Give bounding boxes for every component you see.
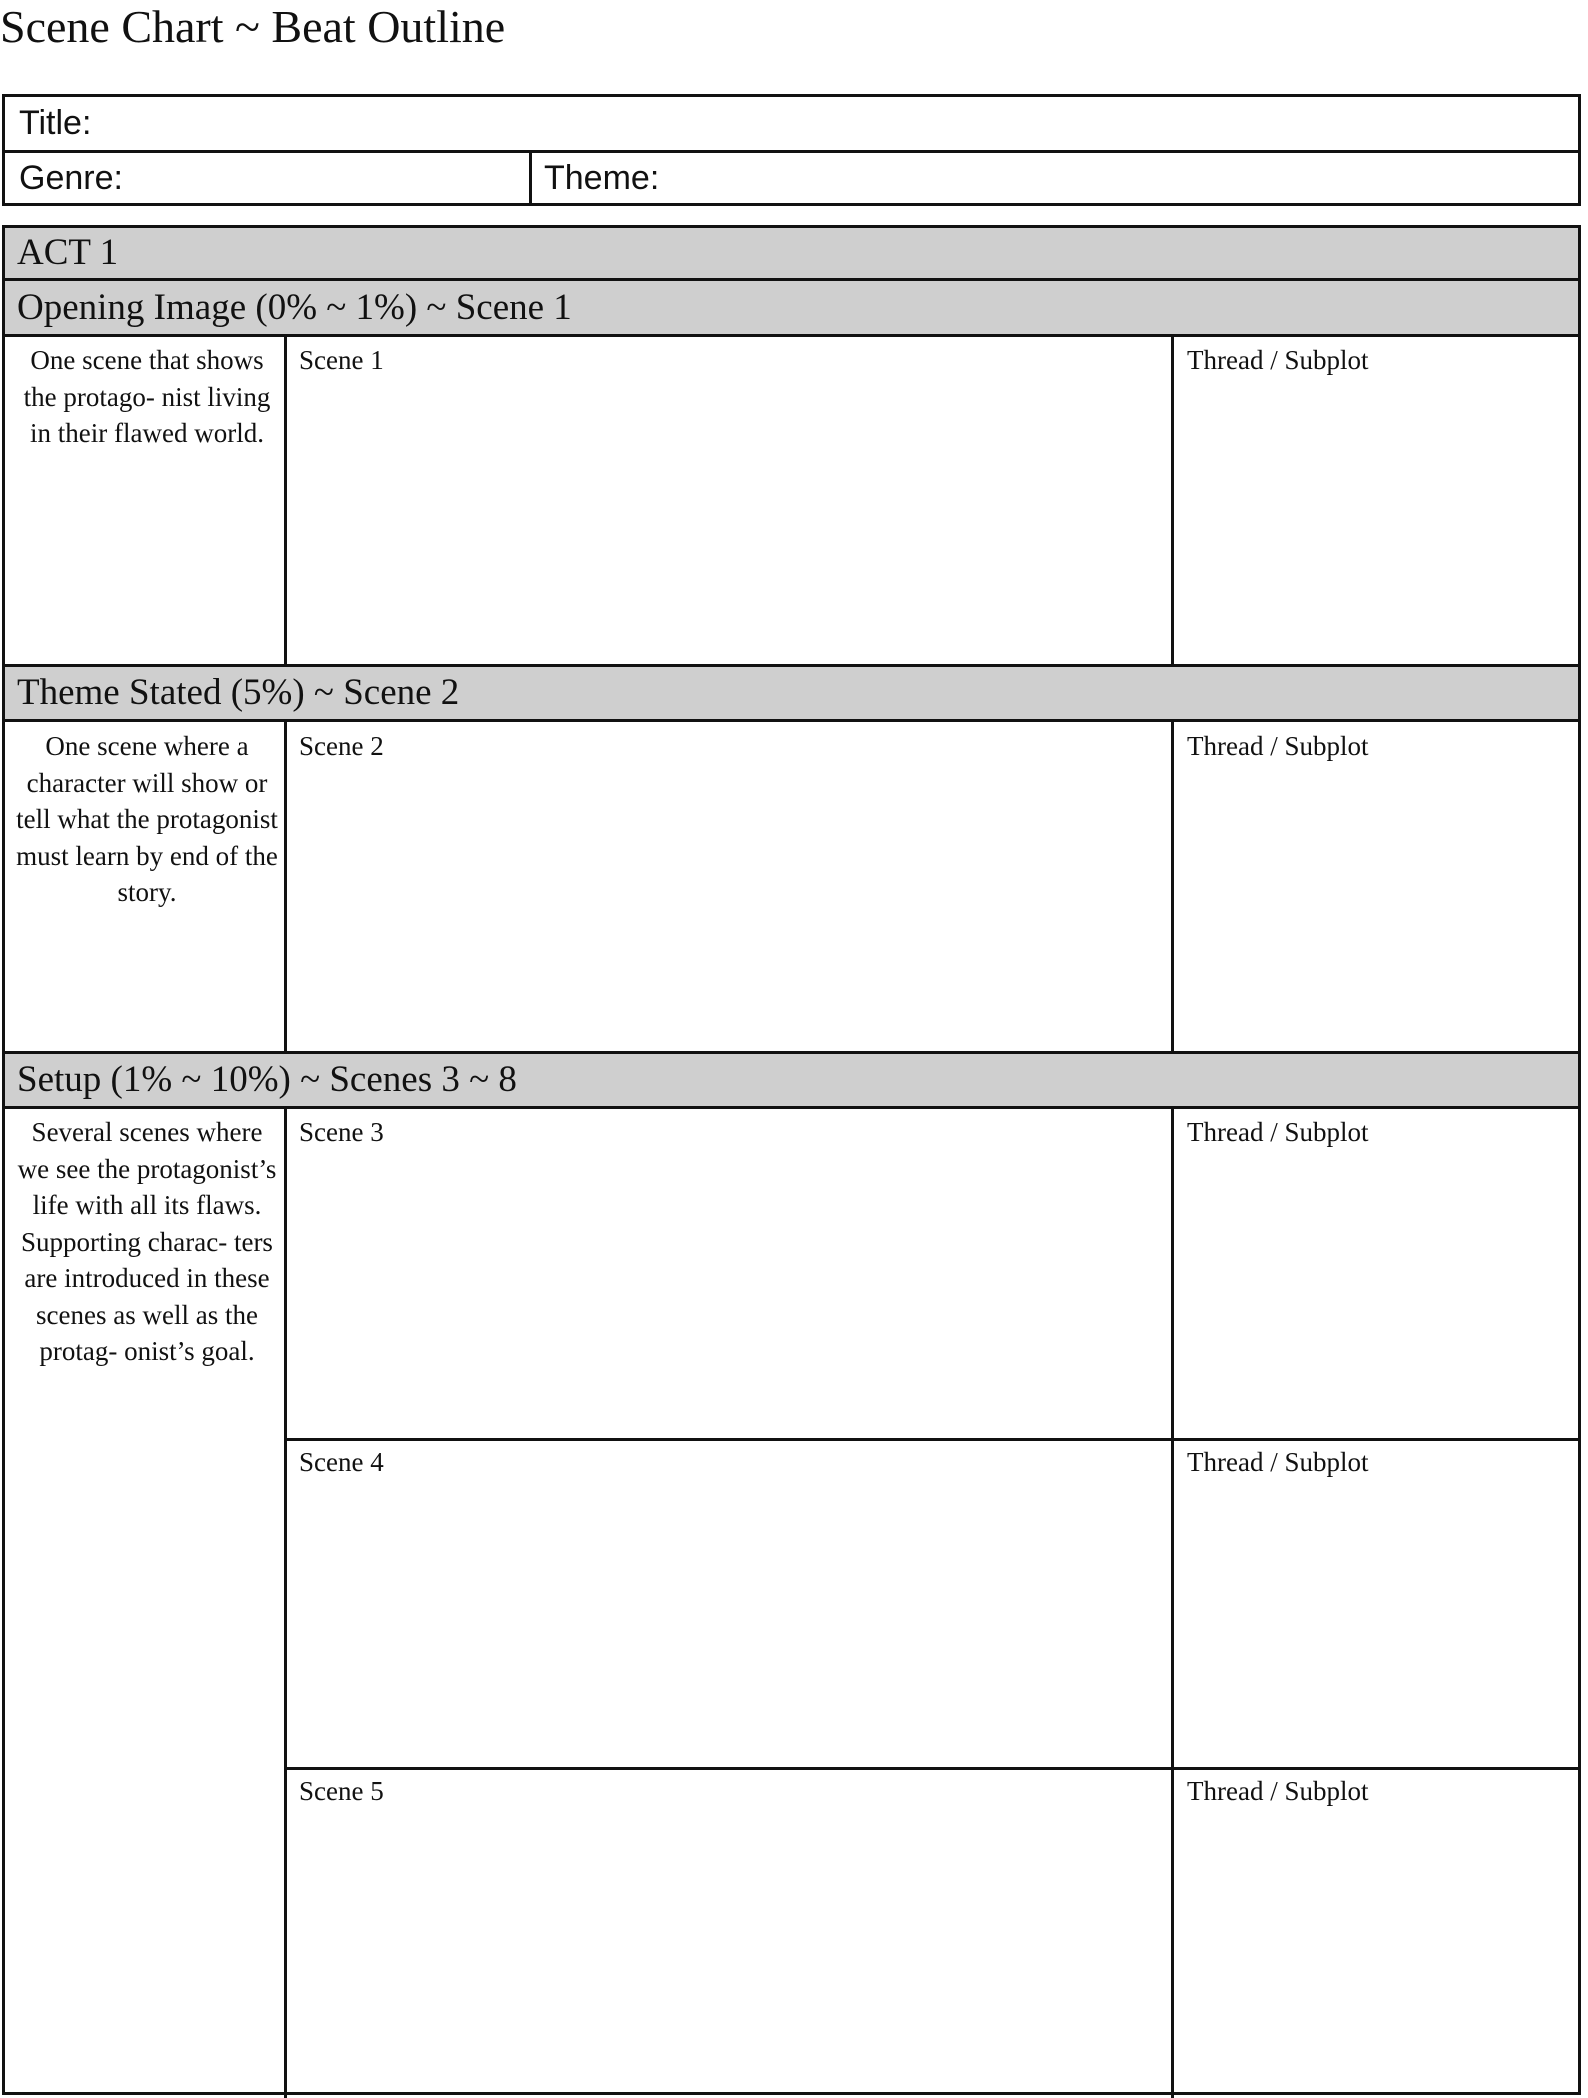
scene-3-thread-cell[interactable]: Thread / Subplot [1187, 1117, 1369, 1147]
beat-description-setup: Several scenes where we see the protagonist’s life with all its flaws. Supporting charac- ters are introduced in these scenes as well as the protag- onist’s goal. [17, 1117, 277, 1366]
scene-2-thread-cell[interactable]: Thread / Subplot [1187, 731, 1369, 761]
scene-4-cell[interactable]: Scene 4 [299, 1447, 384, 1477]
beat-heading-theme-stated: Theme Stated (5%) ~ Scene 2 [5, 664, 1578, 722]
genre-label: Genre: [19, 158, 123, 197]
genre-field[interactable] [5, 153, 532, 203]
title-label: Title: [19, 104, 92, 142]
beat-heading-opening-image: Opening Image (0% ~ 1%) ~ Scene 1 [5, 281, 1578, 337]
scene-4-thread-cell[interactable]: Thread / Subplot [1187, 1447, 1369, 1477]
theme-label: Theme: [544, 158, 660, 197]
scene-2-cell[interactable]: Scene 2 [299, 731, 384, 761]
column-divider [1171, 722, 1174, 1051]
column-divider [1171, 337, 1174, 664]
column-divider [284, 337, 287, 664]
title-field[interactable] [5, 97, 1578, 153]
story-info-table [2, 94, 1581, 206]
column-divider [1171, 1109, 1174, 2098]
scene-5-cell[interactable]: Scene 5 [299, 1776, 384, 1806]
column-divider [284, 722, 287, 1051]
scene-1-cell[interactable]: Scene 1 [299, 345, 384, 375]
beat-heading-setup: Setup (1% ~ 10%) ~ Scenes 3 ~ 8 [5, 1051, 1578, 1109]
scene-3-cell[interactable]: Scene 3 [299, 1117, 384, 1147]
row-divider [284, 1438, 1578, 1441]
page-title: Scene Chart ~ Beat Outline [0, 1, 506, 52]
column-divider [284, 1109, 287, 2098]
beat-outline-chart [2, 225, 1581, 2095]
scene-1-thread-cell[interactable]: Thread / Subplot [1187, 345, 1369, 375]
act-heading: ACT 1 [5, 228, 1578, 281]
genre-theme-row [5, 153, 1578, 203]
beat-description-theme-stated: One scene where a character will show or tell what the protagonist must learn by end of the story. [16, 731, 278, 907]
theme-field[interactable] [532, 153, 1578, 203]
beat-description-opening-image: One scene that shows the protago- nist living in their flawed world. [23, 345, 271, 448]
scene-5-thread-cell[interactable]: Thread / Subplot [1187, 1776, 1369, 1806]
row-divider [284, 1767, 1578, 1770]
